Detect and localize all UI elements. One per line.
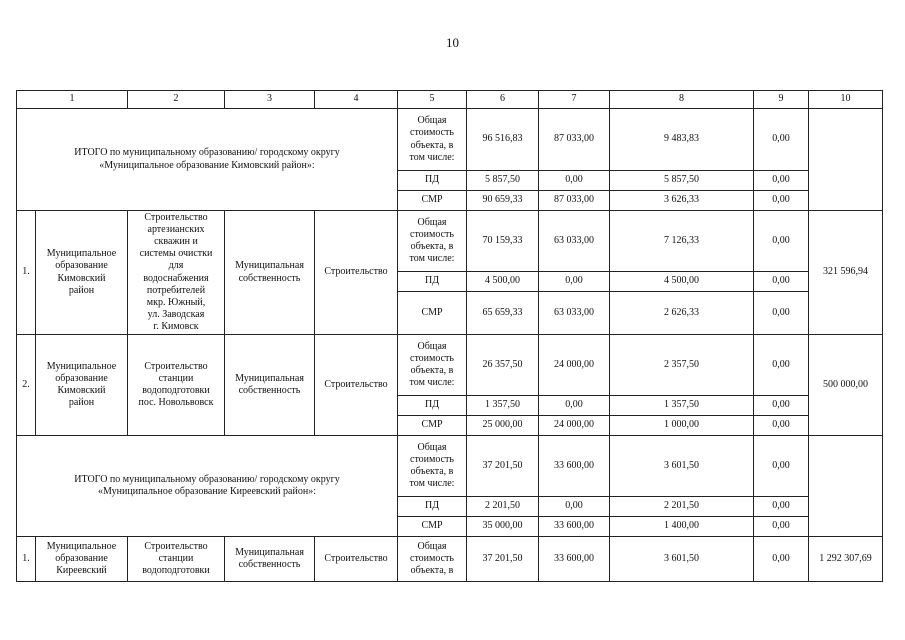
cell-col6: 1 357,50	[467, 396, 539, 416]
work-type-cell: Строительство	[315, 211, 398, 335]
cell-col6: 35 000,00	[467, 517, 539, 537]
cell-col9: 0,00	[754, 211, 809, 272]
cell-col6: 90 659,33	[467, 191, 539, 211]
row-label: ПД	[398, 272, 467, 292]
col-header-1: 1	[17, 91, 128, 109]
cell-col8: 9 483,83	[610, 109, 754, 171]
cell-col8: 7 126,33	[610, 211, 754, 272]
col-header-9: 9	[754, 91, 809, 109]
table-row	[17, 109, 883, 171]
ownership-cell: Муниципальная собственность	[225, 537, 315, 582]
row-label: ПД	[398, 171, 467, 191]
cell-col10: 500 000,00	[809, 335, 883, 436]
row-label: ПД	[398, 396, 467, 416]
cell-col6: 70 159,33	[467, 211, 539, 272]
cell-col6: 37 201,50	[467, 537, 539, 582]
cell-col8: 2 626,33	[610, 292, 754, 335]
cell-col7: 63 033,00	[539, 211, 610, 272]
cell-col7: 0,00	[539, 171, 610, 191]
row-label: СМР	[398, 416, 467, 436]
object-name-cell: Строительство артезианских скважин и системы очистки для водоснабжения потребителей мкр. Южный, ул. Заводская г. Кимовск	[128, 211, 225, 335]
row-number: 1.	[17, 211, 36, 335]
investment-table	[16, 90, 883, 582]
cell-col10	[809, 436, 883, 537]
col-header-7: 7	[539, 91, 610, 109]
row-label: СМР	[398, 292, 467, 335]
cell-col9: 0,00	[754, 292, 809, 335]
cell-col7: 33 600,00	[539, 537, 610, 582]
municipality-cell: Муниципальное образование Кимовский район	[36, 335, 128, 436]
row-label: Общая стоимость объекта, в том числе:	[398, 109, 467, 171]
cell-col6: 65 659,33	[467, 292, 539, 335]
cell-col9: 0,00	[754, 191, 809, 211]
row-label: Общая стоимость объекта, в том числе:	[398, 436, 467, 497]
cell-col8: 4 500,00	[610, 272, 754, 292]
cell-col9: 0,00	[754, 537, 809, 582]
cell-col10	[809, 109, 883, 211]
municipality-cell: Муниципальное образование Кимовский район	[36, 211, 128, 335]
row-label: Общая стоимость объекта, в	[398, 537, 467, 582]
cell-col7: 0,00	[539, 497, 610, 517]
cell-col6: 37 201,50	[467, 436, 539, 497]
object-name-cell: Строительство станции водоподготовки	[128, 537, 225, 582]
cell-col7: 33 600,00	[539, 517, 610, 537]
row-number: 2.	[17, 335, 36, 436]
cell-col6: 25 000,00	[467, 416, 539, 436]
cell-col6: 96 516,83	[467, 109, 539, 171]
cell-col7: 24 000,00	[539, 416, 610, 436]
cell-col7: 33 600,00	[539, 436, 610, 497]
cell-col9: 0,00	[754, 171, 809, 191]
header-row	[17, 91, 883, 109]
cell-col9: 0,00	[754, 335, 809, 396]
cell-col6: 2 201,50	[467, 497, 539, 517]
cell-col8: 2 201,50	[610, 497, 754, 517]
table-row	[17, 436, 883, 497]
page-number: 10	[446, 35, 459, 50]
cell-col9: 0,00	[754, 517, 809, 537]
cell-col8: 1 000,00	[610, 416, 754, 436]
row-label: Общая стоимость объекта, в том числе:	[398, 211, 467, 272]
cell-col8: 3 626,33	[610, 191, 754, 211]
cell-col10: 1 292 307,69	[809, 537, 883, 582]
row-label: Общая стоимость объекта, в том числе:	[398, 335, 467, 396]
cell-col7: 24 000,00	[539, 335, 610, 396]
cell-col10: 321 596,94	[809, 211, 883, 335]
cell-col8: 5 857,50	[610, 171, 754, 191]
cell-col9: 0,00	[754, 497, 809, 517]
cell-col9: 0,00	[754, 272, 809, 292]
cell-col8: 3 601,50	[610, 436, 754, 497]
col-header-6: 6	[467, 91, 539, 109]
cell-col7: 0,00	[539, 272, 610, 292]
row-label: ПД	[398, 497, 467, 517]
row-number: 1.	[17, 537, 36, 582]
cell-col7: 63 033,00	[539, 292, 610, 335]
ownership-cell: Муниципальная собственность	[225, 335, 315, 436]
total-label-kimovsky: ИТОГО по муниципальному образованию/ городскому округу «Муниципальное образование Кимовский район»:	[17, 109, 398, 211]
cell-col8: 1 357,50	[610, 396, 754, 416]
cell-col8: 1 400,00	[610, 517, 754, 537]
table-row	[17, 335, 883, 396]
row-label: СМР	[398, 517, 467, 537]
work-type-cell: Строительство	[315, 537, 398, 582]
col-header-3: 3	[225, 91, 315, 109]
cell-col9: 0,00	[754, 109, 809, 171]
work-type-cell: Строительство	[315, 335, 398, 436]
cell-col6: 4 500,00	[467, 272, 539, 292]
col-header-5: 5	[398, 91, 467, 109]
municipality-cell: Муниципальное образование Киреевский	[36, 537, 128, 582]
col-header-2: 2	[128, 91, 225, 109]
cell-col8: 3 601,50	[610, 537, 754, 582]
cell-col8: 2 357,50	[610, 335, 754, 396]
object-name-cell: Строительство станции водоподготовки пос. Новольвовск	[128, 335, 225, 436]
col-header-4: 4	[315, 91, 398, 109]
total-label-kireevsky: ИТОГО по муниципальному образованию/ городскому округу «Муниципальное образование Киреевский район»:	[17, 436, 398, 537]
cell-col9: 0,00	[754, 416, 809, 436]
cell-col9: 0,00	[754, 436, 809, 497]
cell-col7: 87 033,00	[539, 191, 610, 211]
cell-col6: 26 357,50	[467, 335, 539, 396]
table-row	[17, 211, 883, 272]
cell-col7: 87 033,00	[539, 109, 610, 171]
cell-col6: 5 857,50	[467, 171, 539, 191]
col-header-8: 8	[610, 91, 754, 109]
col-header-10: 10	[809, 91, 883, 109]
table-row	[17, 537, 883, 582]
row-label: СМР	[398, 191, 467, 211]
ownership-cell: Муниципальная собственность	[225, 211, 315, 335]
cell-col9: 0,00	[754, 396, 809, 416]
cell-col7: 0,00	[539, 396, 610, 416]
